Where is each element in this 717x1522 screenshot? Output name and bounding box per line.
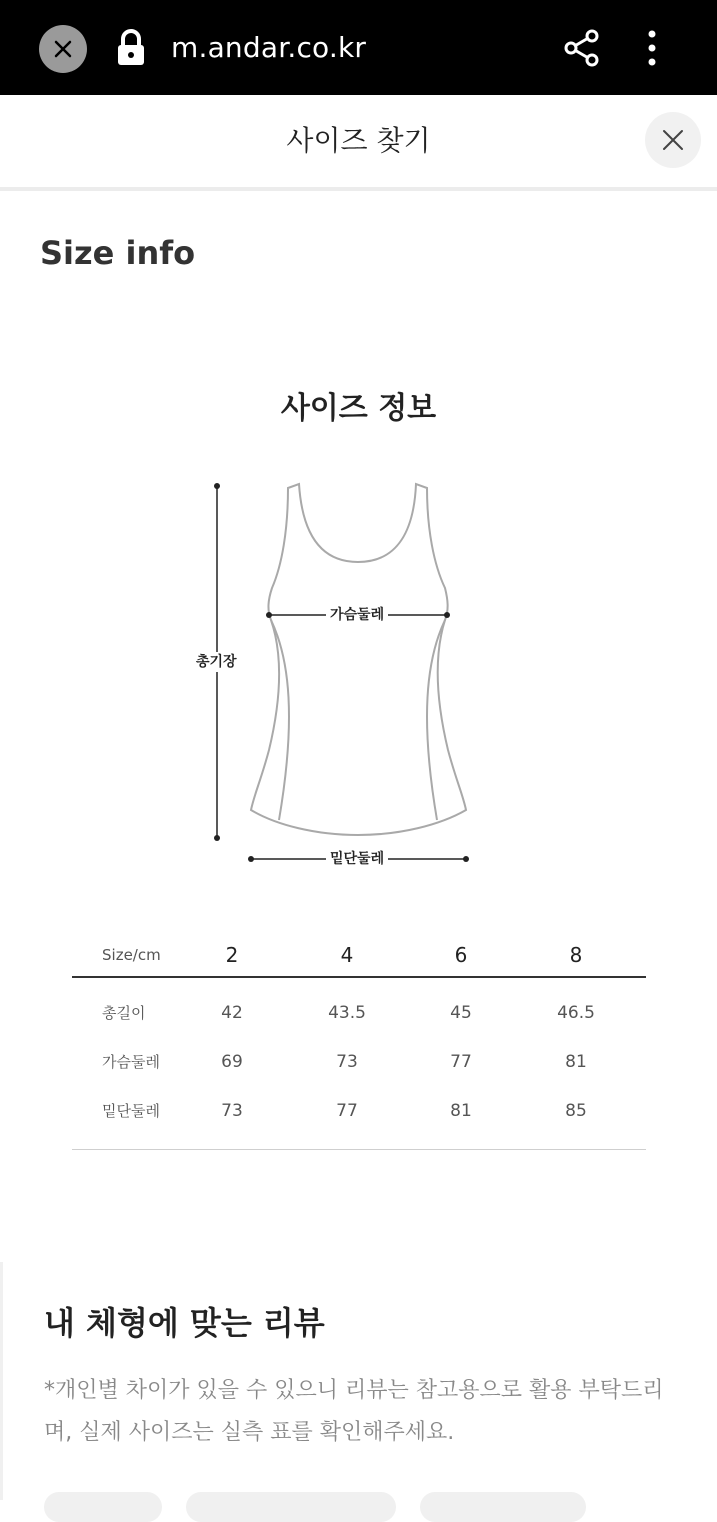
size-table bbox=[72, 930, 646, 1150]
chest-label: 가슴둘레 bbox=[326, 605, 388, 625]
size-diagram bbox=[0, 470, 717, 880]
table-row bbox=[72, 1039, 646, 1088]
table-cell: 45 bbox=[450, 1003, 472, 1023]
browser-toolbar bbox=[0, 0, 717, 95]
table-cell: 73 bbox=[221, 1101, 243, 1121]
review-filter-chip[interactable] bbox=[420, 1492, 586, 1522]
table-cell: 43.5 bbox=[328, 1003, 366, 1023]
size-column-header: 6 bbox=[454, 943, 468, 967]
more-vertical-icon bbox=[640, 28, 664, 68]
length-label: 총기장 bbox=[192, 652, 241, 672]
row-label-chest: 가슴둘레 bbox=[102, 1053, 160, 1071]
tank-top-illustration bbox=[0, 470, 717, 880]
review-filter-chip[interactable] bbox=[186, 1492, 396, 1522]
review-filter-chip[interactable] bbox=[44, 1492, 162, 1522]
table-cell: 42 bbox=[221, 1003, 243, 1023]
table-cell: 85 bbox=[565, 1101, 587, 1121]
size-info-heading: Size info bbox=[40, 234, 196, 272]
address-bar-url[interactable]: m.andar.co.kr bbox=[171, 31, 367, 64]
table-cell: 77 bbox=[450, 1052, 472, 1072]
size-unit-label: Size/cm bbox=[102, 946, 161, 964]
table-cell: 81 bbox=[565, 1052, 587, 1072]
size-column-header: 4 bbox=[340, 943, 354, 967]
share-button[interactable] bbox=[562, 28, 602, 68]
row-label-hem: 밑단둘레 bbox=[102, 1102, 160, 1120]
table-cell: 77 bbox=[336, 1101, 358, 1121]
modal-title: 사이즈 찾기 bbox=[286, 124, 431, 157]
more-options-button[interactable] bbox=[640, 28, 664, 68]
size-figure-title: 사이즈 정보 bbox=[280, 391, 437, 426]
modal-close-button[interactable] bbox=[645, 112, 701, 168]
table-cell: 81 bbox=[450, 1101, 472, 1121]
close-icon bbox=[645, 112, 701, 168]
section-divider bbox=[0, 1262, 3, 1500]
review-section-heading: 내 체형에 맞는 리뷰 bbox=[44, 1304, 325, 1342]
share-icon bbox=[562, 28, 602, 68]
size-table-header bbox=[72, 930, 646, 978]
table-cell: 69 bbox=[221, 1052, 243, 1072]
table-row bbox=[72, 1088, 646, 1137]
size-table-body bbox=[72, 978, 646, 1150]
modal-header bbox=[0, 95, 717, 191]
close-tab-button[interactable] bbox=[39, 25, 87, 73]
size-column-header: 2 bbox=[225, 943, 239, 967]
table-cell: 73 bbox=[336, 1052, 358, 1072]
table-cell: 46.5 bbox=[557, 1003, 595, 1023]
close-icon bbox=[39, 25, 87, 73]
table-row bbox=[72, 990, 646, 1039]
lock-icon[interactable] bbox=[116, 28, 146, 68]
size-column-header: 8 bbox=[569, 943, 583, 967]
review-notice: *개인별 차이가 있을 수 있으니 리뷰는 참고용으로 활용 부탁드리며, 실제 사이즈는 실측 표를 확인해주세요. bbox=[44, 1378, 664, 1445]
hem-label: 밑단둘레 bbox=[326, 849, 388, 869]
row-label-total-length: 총길이 bbox=[102, 1004, 146, 1022]
